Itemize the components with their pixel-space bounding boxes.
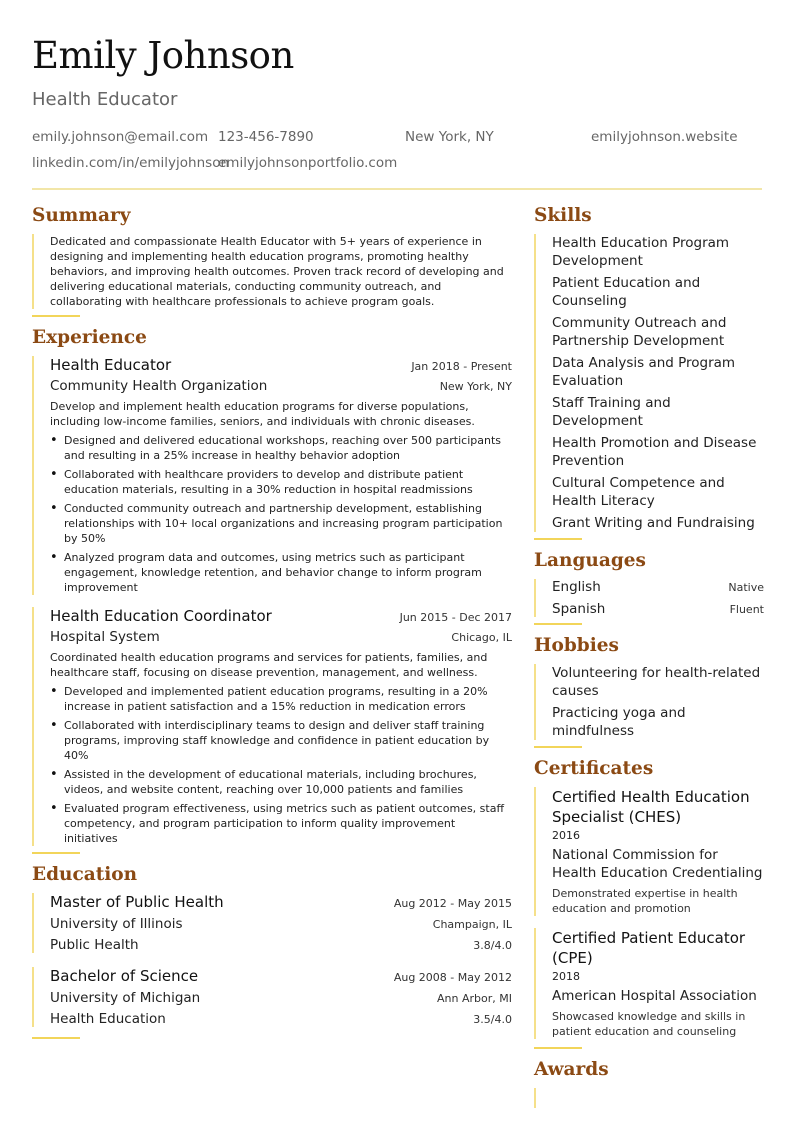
education-field: Health Education <box>50 1011 166 1027</box>
job-bullet: • Assisted in the development of educational materials, including brochures, videos, and website content, reaching over 10,000 patients and families <box>50 767 512 797</box>
job-description: Coordinated health education programs and services for patients, families, and healthcare staff, focusing on disease prevention, management, and wellness. <box>50 651 488 679</box>
education-underline <box>32 1037 80 1039</box>
skills-block <box>534 234 764 532</box>
hobbies-section <box>534 635 764 748</box>
education-school: University of Michigan <box>50 990 201 1006</box>
hobbies-underline <box>534 746 582 748</box>
education-gpa: 3.5/4.0 <box>473 1013 512 1026</box>
certificate-organization: National Commission for Health Education Credentialing <box>552 847 763 881</box>
job-bullets <box>50 433 512 595</box>
skill-item: Staff Training and Development <box>552 395 671 429</box>
contact-portfolio[interactable]: emilyjohnsonportfolio.com <box>218 155 398 171</box>
education-field: Public Health <box>50 937 139 953</box>
education-dates: Aug 2012 - May 2015 <box>393 897 512 910</box>
left-column <box>32 205 512 1039</box>
education-entry <box>32 967 512 1027</box>
education-degree: Bachelor of Science <box>50 967 199 985</box>
skill-item: Patient Education and Counseling <box>552 275 701 309</box>
certificate-entry <box>534 928 764 1039</box>
skill-item: Data Analysis and Program Evaluation <box>552 355 736 389</box>
certificates-underline <box>534 1047 582 1049</box>
job-bullet: • Developed and implemented patient education programs, resulting in a 20% increase in patient satisfaction and a 15% reduction in medication errors <box>50 684 512 714</box>
certificates-section <box>534 758 764 1049</box>
contact-email[interactable]: emily.johnson@email.com <box>32 129 209 145</box>
summary-heading: Summary <box>32 205 131 226</box>
languages-underline <box>534 623 582 625</box>
skill-item: Health Promotion and Disease Prevention <box>552 435 757 469</box>
awards-block <box>534 1088 764 1108</box>
skill-item: Cultural Competence and Health Literacy <box>552 475 725 509</box>
certificates-heading: Certificates <box>534 758 654 779</box>
hobby-item: Practicing yoga and mindfulness <box>552 705 686 739</box>
languages-heading: Languages <box>534 550 646 571</box>
education-section <box>32 864 512 1039</box>
job-bullet: • Collaborated with healthcare providers to develop and distribute patient education materials, resulting in a 30% reduction in hospital readmissions <box>50 467 512 497</box>
awards-section <box>534 1059 764 1108</box>
languages-section <box>534 550 764 625</box>
hobbies-block <box>534 664 764 740</box>
education-gpa: 3.8/4.0 <box>473 939 512 952</box>
job-organization: Hospital System <box>50 629 160 645</box>
job-title: Health Education Coordinator <box>50 607 272 625</box>
education-entry <box>32 893 512 953</box>
job-dates: Jun 2015 - Dec 2017 <box>399 611 512 624</box>
language-name: English <box>552 579 601 595</box>
job-bullet: • Conducted community outreach and partnership development, establishing relationships with 10+ local organizations and increasing program participation by 50% <box>50 501 512 546</box>
summary-text: Dedicated and compassionate Health Educator with 5+ years of experience in designing and implementing health education programs, promoting healthy behaviors, and improving health outcomes. Proven track record of developing and delivering educational materials, conducting community outreach, and collaborating with healthcare professionals to achieve program goals. <box>50 235 504 308</box>
job-location: New York, NY <box>439 380 512 393</box>
skill-item: Health Education Program Development <box>552 235 730 269</box>
experience-underline <box>32 852 80 854</box>
job-entry <box>32 607 512 846</box>
summary-underline <box>32 315 80 317</box>
skills-underline <box>534 538 582 540</box>
summary-block <box>32 234 512 309</box>
job-bullets <box>50 684 512 846</box>
education-location: Champaign, IL <box>432 918 512 931</box>
contact-phone[interactable]: 123-456-7890 <box>218 129 314 145</box>
candidate-title: Health Educator <box>32 89 178 110</box>
summary-section <box>32 205 512 317</box>
awards-heading: Awards <box>534 1059 609 1080</box>
certificate-name: Certified Health Education Specialist (CHES) <box>552 788 750 826</box>
education-school: University of Illinois <box>50 916 183 932</box>
certificate-entry <box>534 787 764 916</box>
job-title: Health Educator <box>50 356 172 374</box>
skills-heading: Skills <box>534 205 592 226</box>
job-bullet: • Evaluated program effectiveness, using metrics such as patient outcomes, staff competency, and program participation to inform quality improvement initiatives <box>50 801 512 846</box>
language-name: Spanish <box>552 601 606 617</box>
header-divider <box>32 188 762 190</box>
certificate-organization: American Hospital Association <box>552 988 757 1004</box>
certificate-description: Showcased knowledge and skills in patient education and counseling <box>552 1010 746 1038</box>
certificate-year: 2018 <box>552 970 580 983</box>
contact-location: New York, NY <box>405 129 494 145</box>
skill-item: Grant Writing and Fundraising <box>552 515 755 531</box>
hobbies-heading: Hobbies <box>534 635 619 656</box>
certificate-description: Demonstrated expertise in health education and promotion <box>552 887 738 915</box>
job-bullet: • Analyzed program data and outcomes, using metrics such as participant engagement, knowledge retention, and behavior change to inform program improvement <box>50 550 512 595</box>
education-degree: Master of Public Health <box>50 893 224 911</box>
job-bullet: • Collaborated with interdisciplinary teams to design and deliver staff training programs, improving staff knowledge and confidence in patient education by 40% <box>50 718 512 763</box>
language-level: Native <box>728 581 764 594</box>
language-level: Fluent <box>729 603 764 616</box>
certificate-year: 2016 <box>552 829 580 842</box>
education-dates: Aug 2008 - May 2012 <box>393 971 512 984</box>
candidate-name: Emily Johnson <box>32 34 294 77</box>
languages-block <box>534 579 764 617</box>
certificate-name: Certified Patient Educator (CPE) <box>552 929 746 967</box>
job-description: Develop and implement health education programs for diverse populations, including low-income families, seniors, and individuals with chronic diseases. <box>50 400 475 428</box>
job-dates: Jan 2018 - Present <box>411 360 512 373</box>
hobby-item: Volunteering for health-related causes <box>552 665 761 699</box>
skill-item: Community Outreach and Partnership Development <box>552 315 727 349</box>
job-organization: Community Health Organization <box>50 378 268 394</box>
right-column <box>534 205 764 1108</box>
experience-heading: Experience <box>32 327 147 348</box>
skills-section <box>534 205 764 540</box>
job-bullet: • Designed and delivered educational workshops, reaching over 500 participants and resulting in a 25% increase in healthy behavior adoption <box>50 433 512 463</box>
job-entry <box>32 356 512 595</box>
experience-section <box>32 327 512 854</box>
contact-linkedin[interactable]: linkedin.com/in/emilyjohnson <box>32 155 230 171</box>
contact-website[interactable]: emilyjohnson.website <box>591 129 738 145</box>
education-location: Ann Arbor, MI <box>437 992 512 1005</box>
education-heading: Education <box>32 864 138 885</box>
job-location: Chicago, IL <box>451 631 512 644</box>
